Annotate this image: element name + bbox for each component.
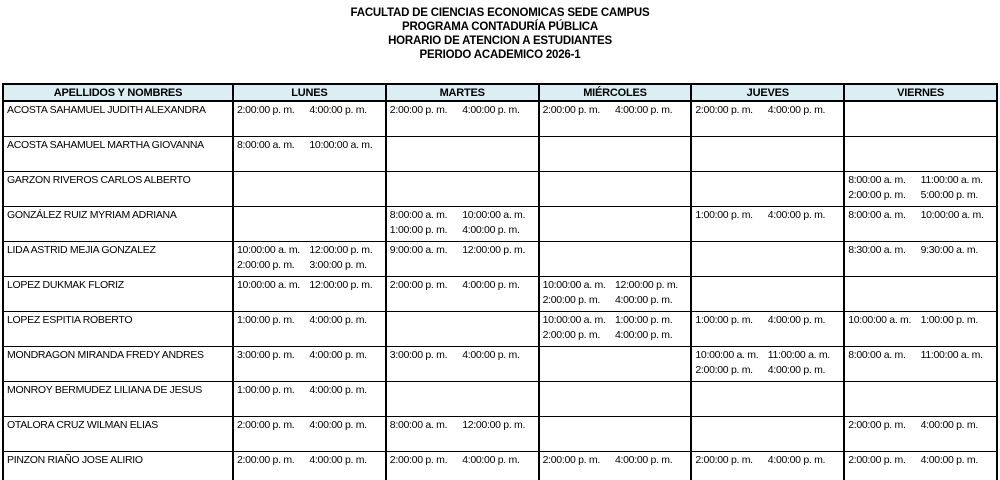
day-schedule-cell: [691, 347, 844, 382]
start-time: 2:00:00 p. m.: [695, 454, 753, 466]
table-row: [3, 242, 997, 277]
day-schedule-cell: [844, 172, 997, 207]
start-time: 1:00:00 p. m.: [389, 224, 448, 236]
day-schedule-cell: [844, 137, 997, 172]
start-time: 10:00:00 a. m.: [237, 244, 300, 256]
end-time: 4:00:00 p. m.: [767, 314, 826, 326]
end-time: 4:00:00 p. m.: [614, 454, 673, 466]
time-slot: [543, 313, 688, 328]
day-schedule-cell: [539, 452, 692, 480]
day-schedule-cell: [233, 452, 386, 480]
day-schedule-cell: [844, 207, 997, 242]
end-time: 4:00:00 p. m.: [462, 104, 520, 116]
time-slot: [237, 453, 382, 468]
end-time: 3:00:00 p. m.: [309, 259, 367, 271]
col-header-viernes: VIERNES: [844, 84, 997, 101]
day-schedule-cell: [539, 137, 692, 172]
time-slot: [543, 328, 688, 343]
time-slot: [848, 243, 993, 258]
day-schedule-cell: [691, 312, 844, 347]
start-time: 2:00:00 p. m.: [389, 104, 448, 116]
start-time: 2:00:00 p. m.: [542, 104, 600, 116]
time-slot: [848, 418, 993, 433]
day-schedule-cell: [691, 417, 844, 452]
day-schedule-cell: [691, 207, 844, 242]
col-header-martes: MARTES: [386, 84, 539, 101]
day-schedule-cell: [386, 207, 539, 242]
start-time: 2:00:00 p. m.: [542, 329, 600, 341]
time-slot: [695, 313, 840, 328]
end-time: 12:00:00 p. m.: [614, 279, 678, 291]
start-time: 10:00:00 a. m.: [848, 314, 912, 326]
day-schedule-cell: [386, 382, 539, 417]
end-time: 11:00:00 a. m.: [920, 174, 983, 186]
end-time: 4:00:00 p. m.: [462, 454, 520, 466]
end-time: 4:00:00 p. m.: [309, 314, 367, 326]
time-slot: [237, 418, 382, 433]
day-schedule-cell: [691, 382, 844, 417]
end-time: 4:00:00 p. m.: [309, 419, 367, 431]
end-time: 4:00:00 p. m.: [309, 384, 367, 396]
table-row: [3, 101, 997, 137]
table-row: [3, 417, 997, 452]
time-slot: [543, 293, 688, 308]
end-time: 4:00:00 p. m.: [309, 104, 367, 116]
day-schedule-cell: [539, 312, 692, 347]
day-schedule-cell: [844, 347, 997, 382]
teacher-name-cell: GONZÁLEZ RUIZ MYRIAM ADRIANA: [3, 207, 233, 242]
col-header-jueves: JUEVES: [691, 84, 844, 101]
end-time: 4:00:00 p. m.: [309, 349, 367, 361]
table-row: [3, 172, 997, 207]
end-time: 4:00:00 p. m.: [462, 349, 520, 361]
start-time: 8:00:00 a. m.: [848, 174, 906, 186]
day-schedule-cell: [386, 417, 539, 452]
start-time: 8:00:00 a. m.: [389, 209, 448, 221]
end-time: 4:00:00 p. m.: [920, 419, 978, 431]
start-time: 1:00:00 p. m.: [237, 384, 295, 396]
end-time: 4:00:00 p. m.: [767, 104, 826, 116]
day-schedule-cell: [844, 312, 997, 347]
day-schedule-cell: [233, 347, 386, 382]
teacher-name-cell: LOPEZ ESPITIA ROBERTO: [3, 312, 233, 347]
title-line-program: PROGRAMA CONTADURÍA PÚBLICA: [401, 21, 599, 33]
day-schedule-cell: [233, 101, 386, 137]
day-schedule-cell: [386, 312, 539, 347]
time-slot: [237, 103, 382, 118]
start-time: 1:00:00 p. m.: [695, 209, 753, 221]
day-schedule-cell: [386, 347, 539, 382]
start-time: 2:00:00 p. m.: [389, 454, 448, 466]
table-row: [3, 137, 997, 172]
end-time: 11:00:00 a. m.: [767, 349, 830, 361]
start-time: 2:00:00 p. m.: [848, 419, 906, 431]
table-row: [3, 207, 997, 242]
day-schedule-cell: [844, 382, 997, 417]
day-schedule-cell: [539, 277, 692, 312]
day-schedule-cell: [539, 417, 692, 452]
day-schedule-cell: [844, 101, 997, 137]
day-schedule-cell: [386, 242, 539, 277]
col-header-apellidos-y-nombres: APELLIDOS Y NOMBRES: [3, 84, 233, 101]
schedule-table: [2, 83, 998, 480]
day-schedule-cell: [539, 101, 692, 137]
day-schedule-cell: [233, 417, 386, 452]
day-schedule-cell: [539, 207, 692, 242]
schedule-table-body: [3, 101, 997, 480]
day-schedule-cell: [233, 172, 386, 207]
teacher-name-cell: MONDRAGON MIRANDA FREDY ANDRES: [3, 347, 233, 382]
day-schedule-cell: [844, 277, 997, 312]
col-header-miercoles: MIÉRCOLES: [539, 84, 692, 101]
teacher-name-cell: ACOSTA SAHAMUEL JUDITH ALEXANDRA: [3, 101, 233, 137]
end-time: 1:00:00 p. m.: [614, 314, 673, 326]
day-schedule-cell: [539, 242, 692, 277]
end-time: 4:00:00 p. m.: [614, 329, 673, 341]
day-schedule-cell: [844, 452, 997, 480]
time-slot: [695, 453, 840, 468]
teacher-name-cell: GARZON RIVEROS CARLOS ALBERTO: [3, 172, 233, 207]
end-time: 10:00:00 a. m.: [309, 139, 373, 151]
teacher-name-cell: OTALORA CRUZ WILMAN ELIAS: [3, 417, 233, 452]
time-slot: [695, 363, 840, 378]
day-schedule-cell: [691, 101, 844, 137]
time-slot: [237, 383, 382, 398]
title-line-faculty: FACULTAD DE CIENCIAS ECONOMICAS SEDE CAMPUS: [350, 7, 650, 19]
time-slot: [390, 103, 535, 118]
day-schedule-cell: [539, 172, 692, 207]
time-slot: [237, 258, 382, 273]
day-schedule-cell: [233, 242, 386, 277]
table-row: [3, 277, 997, 312]
time-slot: [390, 243, 535, 258]
start-time: 2:00:00 p. m.: [848, 454, 906, 466]
table-row: [3, 452, 997, 480]
end-time: 9:30:00 a. m.: [920, 244, 978, 256]
day-schedule-cell: [386, 452, 539, 480]
teacher-name-cell: PINZON RIAÑO JOSE ALIRIO: [3, 452, 233, 480]
day-schedule-cell: [691, 242, 844, 277]
day-schedule-cell: [233, 312, 386, 347]
start-time: 3:00:00 p. m.: [237, 349, 295, 361]
time-slot: [390, 208, 535, 223]
start-time: 2:00:00 p. m.: [695, 364, 753, 376]
start-time: 8:00:00 a. m.: [848, 209, 906, 221]
end-time: 4:00:00 p. m.: [309, 454, 367, 466]
day-schedule-cell: [844, 242, 997, 277]
col-header-lunes: LUNES: [233, 84, 386, 101]
day-schedule-cell: [386, 101, 539, 137]
time-slot: [390, 418, 535, 433]
start-time: 1:00:00 p. m.: [695, 314, 753, 326]
time-slot: [237, 138, 382, 153]
end-time: 10:00:00 a. m.: [462, 209, 526, 221]
teacher-name-cell: LOPEZ DUKMAK FLORIZ: [3, 277, 233, 312]
day-schedule-cell: [691, 277, 844, 312]
end-time: 11:00:00 a. m.: [920, 349, 983, 361]
start-time: 2:00:00 p. m.: [237, 259, 295, 271]
time-slot: [543, 278, 688, 293]
day-schedule-cell: [691, 137, 844, 172]
title-line-period: PERIODO ACADEMICO 2026-1: [419, 49, 581, 61]
start-time: 3:00:00 p. m.: [389, 349, 448, 361]
title-line-schedule: HORARIO DE ATENCION A ESTUDIANTES: [388, 35, 612, 47]
end-time: 12:00:00 p. m.: [462, 244, 526, 256]
end-time: 1:00:00 p. m.: [920, 314, 978, 326]
time-slot: [695, 208, 840, 223]
table-row: [3, 382, 997, 417]
day-schedule-cell: [233, 137, 386, 172]
start-time: 2:00:00 p. m.: [695, 104, 753, 116]
start-time: 8:00:00 a. m.: [389, 419, 448, 431]
time-slot: [237, 313, 382, 328]
start-time: 8:30:00 a. m.: [848, 244, 906, 256]
day-schedule-cell: [233, 207, 386, 242]
end-time: 4:00:00 p. m.: [462, 279, 520, 291]
end-time: 4:00:00 p. m.: [767, 209, 826, 221]
end-time: 4:00:00 p. m.: [920, 454, 978, 466]
end-time: 4:00:00 p. m.: [614, 294, 673, 306]
time-slot: [695, 348, 840, 363]
time-slot: [848, 453, 993, 468]
time-slot: [848, 348, 993, 363]
teacher-name-cell: LIDA ASTRID MEJIA GONZALEZ: [3, 242, 233, 277]
time-slot: [390, 453, 535, 468]
time-slot: [237, 348, 382, 363]
time-slot: [390, 278, 535, 293]
start-time: 10:00:00 a. m.: [542, 279, 606, 291]
start-time: 2:00:00 p. m.: [389, 279, 448, 291]
day-schedule-cell: [233, 277, 386, 312]
time-slot: [848, 188, 993, 203]
day-schedule-cell: [386, 172, 539, 207]
start-time: 2:00:00 p. m.: [848, 189, 906, 201]
end-time: 4:00:00 p. m.: [462, 224, 520, 236]
start-time: 2:00:00 p. m.: [237, 419, 295, 431]
teacher-name-cell: ACOSTA SAHAMUEL MARTHA GIOVANNA: [3, 137, 233, 172]
start-time: 2:00:00 p. m.: [237, 104, 295, 116]
table-row: [3, 312, 997, 347]
end-time: 4:00:00 p. m.: [614, 104, 673, 116]
time-slot: [848, 313, 993, 328]
start-time: 8:00:00 a. m.: [848, 349, 906, 361]
document-title: [0, 0, 1000, 62]
end-time: 10:00:00 a. m.: [920, 209, 984, 221]
start-time: 1:00:00 p. m.: [237, 314, 295, 326]
end-time: 4:00:00 p. m.: [767, 364, 826, 376]
teacher-name-cell: MONROY BERMUDEZ LILIANA DE JESUS: [3, 382, 233, 417]
time-slot: [695, 103, 840, 118]
start-time: 8:00:00 a. m.: [237, 139, 295, 151]
time-slot: [237, 243, 382, 258]
day-schedule-cell: [539, 347, 692, 382]
end-time: 12:00:00 p. m.: [462, 419, 526, 431]
table-row: [3, 347, 997, 382]
time-slot: [543, 453, 688, 468]
day-schedule-cell: [539, 382, 692, 417]
day-schedule-cell: [691, 172, 844, 207]
end-time: 5:00:00 p. m.: [920, 189, 978, 201]
day-schedule-cell: [386, 277, 539, 312]
time-slot: [848, 208, 993, 223]
start-time: 2:00:00 p. m.: [542, 454, 600, 466]
start-time: 10:00:00 a. m.: [695, 349, 759, 361]
start-time: 10:00:00 a. m.: [542, 314, 606, 326]
time-slot: [543, 103, 688, 118]
time-slot: [237, 278, 382, 293]
start-time: 2:00:00 p. m.: [542, 294, 600, 306]
time-slot: [848, 173, 993, 188]
start-time: 10:00:00 a. m.: [237, 279, 300, 291]
start-time: 2:00:00 p. m.: [237, 454, 295, 466]
time-slot: [390, 348, 535, 363]
day-schedule-cell: [691, 452, 844, 480]
end-time: 12:00:00 p. m.: [309, 279, 373, 291]
day-schedule-cell: [233, 382, 386, 417]
day-schedule-cell: [844, 417, 997, 452]
header-row: [3, 84, 997, 101]
day-schedule-cell: [386, 137, 539, 172]
end-time: 4:00:00 p. m.: [767, 454, 826, 466]
start-time: 9:00:00 a. m.: [389, 244, 448, 256]
time-slot: [390, 223, 535, 238]
end-time: 12:00:00 p. m.: [309, 244, 373, 256]
